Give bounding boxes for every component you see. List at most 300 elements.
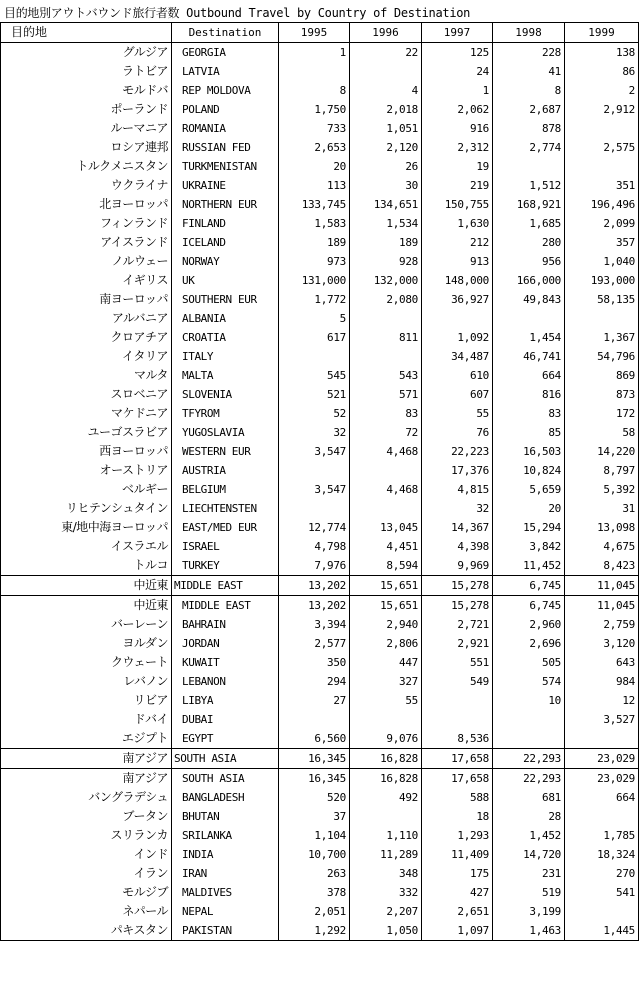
table-row (1, 252, 639, 271)
header-year: 1995 (279, 23, 350, 43)
table-row (1, 537, 639, 556)
value-cell-1996 (350, 807, 422, 826)
value-cell-1997: 1,293 (422, 826, 493, 845)
value-cell-1996: 348 (350, 864, 422, 883)
value-cell-1997: 55 (422, 404, 493, 423)
destination-en-cell: BHUTAN (172, 807, 279, 826)
destination-en-cell: RUSSIAN FED (172, 138, 279, 157)
destination-jp-cell: バーレーン (1, 615, 172, 634)
destination-jp-cell: マルタ (1, 366, 172, 385)
destination-jp-cell: クロアチア (1, 328, 172, 347)
destination-jp-cell: ポーランド (1, 100, 172, 119)
destination-en-cell: JORDAN (172, 634, 279, 653)
table-row (1, 615, 639, 634)
value-cell-1999 (565, 729, 639, 749)
table-row (1, 729, 639, 749)
value-cell-1999: 172 (565, 404, 639, 423)
value-cell-1998: 2,774 (493, 138, 565, 157)
destination-jp-cell: エジプト (1, 729, 172, 749)
destination-jp-cell: ルーマニア (1, 119, 172, 138)
value-cell-1998: 3,199 (493, 902, 565, 921)
value-cell-1996: 132,000 (350, 271, 422, 290)
value-cell-1997: 1 (422, 81, 493, 100)
destination-en-cell: LEBANON (172, 672, 279, 691)
value-cell-1999 (565, 902, 639, 921)
region-subtotal-row (1, 576, 639, 596)
value-cell-1996: 13,045 (350, 518, 422, 537)
value-cell-1997: 17,658 (422, 769, 493, 789)
value-cell-1998 (493, 729, 565, 749)
header-year: 1996 (350, 23, 422, 43)
value-cell-1997: 148,000 (422, 271, 493, 290)
value-cell-1998: 49,843 (493, 290, 565, 309)
value-cell-1995: 617 (279, 328, 350, 347)
value-cell-1996: 9,076 (350, 729, 422, 749)
table-row (1, 100, 639, 119)
destination-jp-cell: 西ヨーロッパ (1, 442, 172, 461)
value-cell-1995: 2,577 (279, 634, 350, 653)
value-cell-1998 (493, 309, 565, 328)
value-cell-1996: 4,468 (350, 442, 422, 461)
value-cell-1996: 4 (350, 81, 422, 100)
value-cell-1999: 11,045 (565, 576, 639, 596)
value-cell-1998: 664 (493, 366, 565, 385)
destination-en-cell: UKRAINE (172, 176, 279, 195)
value-cell-1998: 46,741 (493, 347, 565, 366)
header-destination-en: Destination (172, 23, 279, 43)
destination-jp-cell: ウクライナ (1, 176, 172, 195)
destination-jp-cell: スリランカ (1, 826, 172, 845)
value-cell-1999: 58,135 (565, 290, 639, 309)
value-cell-1997: 2,651 (422, 902, 493, 921)
value-cell-1995: 32 (279, 423, 350, 442)
table-row (1, 653, 639, 672)
header-year: 1999 (565, 23, 639, 43)
value-cell-1999: 4,675 (565, 537, 639, 556)
value-cell-1997: 175 (422, 864, 493, 883)
table-row (1, 119, 639, 138)
value-cell-1996: 8,594 (350, 556, 422, 576)
destination-jp-cell: ラトビア (1, 62, 172, 81)
table-row (1, 385, 639, 404)
table-row (1, 290, 639, 309)
table-row (1, 347, 639, 366)
destination-jp-cell: トルコ (1, 556, 172, 576)
value-cell-1995: 2,653 (279, 138, 350, 157)
value-cell-1996: 811 (350, 328, 422, 347)
value-cell-1995: 4,798 (279, 537, 350, 556)
value-cell-1996: 15,651 (350, 576, 422, 596)
destination-jp-cell: トルクメニスタン (1, 157, 172, 176)
destination-jp-cell: スロベニア (1, 385, 172, 404)
value-cell-1996: 189 (350, 233, 422, 252)
destination-en-cell: TURKMENISTAN (172, 157, 279, 176)
value-cell-1998: 519 (493, 883, 565, 902)
destination-en-cell: YUGOSLAVIA (172, 423, 279, 442)
value-cell-1997 (422, 309, 493, 328)
value-cell-1999: 23,029 (565, 749, 639, 769)
value-cell-1998: 1,463 (493, 921, 565, 941)
destination-jp-cell: アイスランド (1, 233, 172, 252)
value-cell-1998: 8 (493, 81, 565, 100)
value-cell-1998: 11,452 (493, 556, 565, 576)
value-cell-1998: 28 (493, 807, 565, 826)
value-cell-1995: 294 (279, 672, 350, 691)
destination-jp-cell: レバノン (1, 672, 172, 691)
value-cell-1998: 816 (493, 385, 565, 404)
value-cell-1997: 76 (422, 423, 493, 442)
table-row (1, 596, 639, 616)
value-cell-1995: 973 (279, 252, 350, 271)
destination-jp-cell: 北ヨーロッパ (1, 195, 172, 214)
table-row (1, 423, 639, 442)
value-cell-1997: 913 (422, 252, 493, 271)
value-cell-1996 (350, 499, 422, 518)
value-cell-1999 (565, 807, 639, 826)
table-row (1, 807, 639, 826)
value-cell-1995 (279, 710, 350, 729)
destination-jp-cell: ヨルダン (1, 634, 172, 653)
value-cell-1999: 357 (565, 233, 639, 252)
value-cell-1996: 327 (350, 672, 422, 691)
value-cell-1996: 2,207 (350, 902, 422, 921)
value-cell-1999: 3,120 (565, 634, 639, 653)
value-cell-1995: 1,292 (279, 921, 350, 941)
header-row (1, 23, 639, 43)
table-row (1, 62, 639, 81)
destination-jp-cell: イタリア (1, 347, 172, 366)
value-cell-1995: 520 (279, 788, 350, 807)
value-cell-1997: 17,376 (422, 461, 493, 480)
destination-jp-cell: クウェート (1, 653, 172, 672)
value-cell-1997: 551 (422, 653, 493, 672)
table-row (1, 634, 639, 653)
value-cell-1996: 2,018 (350, 100, 422, 119)
value-cell-1998: 228 (493, 43, 565, 63)
table-row (1, 309, 639, 328)
destination-en-cell: CROATIA (172, 328, 279, 347)
destination-en-cell: TURKEY (172, 556, 279, 576)
destination-jp-cell: イラン (1, 864, 172, 883)
destination-en-cell: BELGIUM (172, 480, 279, 499)
value-cell-1997: 1,630 (422, 214, 493, 233)
table-row (1, 845, 639, 864)
value-cell-1997: 34,487 (422, 347, 493, 366)
destination-en-cell: IRAN (172, 864, 279, 883)
value-cell-1999: 5,392 (565, 480, 639, 499)
table-row (1, 788, 639, 807)
value-cell-1996: 447 (350, 653, 422, 672)
destination-en-cell: POLAND (172, 100, 279, 119)
value-cell-1995: 37 (279, 807, 350, 826)
destination-jp-cell: オーストリア (1, 461, 172, 480)
table-row (1, 480, 639, 499)
table-row (1, 672, 639, 691)
value-cell-1998: 2,687 (493, 100, 565, 119)
destination-en-cell: MALTA (172, 366, 279, 385)
value-cell-1999: 58 (565, 423, 639, 442)
value-cell-1996: 1,050 (350, 921, 422, 941)
value-cell-1999: 138 (565, 43, 639, 63)
value-cell-1997: 1,097 (422, 921, 493, 941)
value-cell-1995: 1,583 (279, 214, 350, 233)
value-cell-1997: 916 (422, 119, 493, 138)
value-cell-1997: 8,536 (422, 729, 493, 749)
value-cell-1998: 956 (493, 252, 565, 271)
destination-en-cell: BANGLADESH (172, 788, 279, 807)
value-cell-1999: 14,220 (565, 442, 639, 461)
value-cell-1996 (350, 347, 422, 366)
table-title: 目的地別アウトバウンド旅行者数 Outbound Travel by Country of Destination (4, 6, 471, 20)
table-row (1, 710, 639, 729)
value-cell-1997: 4,815 (422, 480, 493, 499)
destination-en-cell: NORWAY (172, 252, 279, 271)
destination-jp-cell: 中近東 (1, 596, 172, 616)
value-cell-1999: 193,000 (565, 271, 639, 290)
value-cell-1997: 549 (422, 672, 493, 691)
value-cell-1997: 32 (422, 499, 493, 518)
value-cell-1999: 1,040 (565, 252, 639, 271)
table-row (1, 328, 639, 347)
value-cell-1999: 23,029 (565, 769, 639, 789)
destination-jp-cell: パキスタン (1, 921, 172, 941)
value-cell-1998: 6,745 (493, 596, 565, 616)
value-cell-1995: 27 (279, 691, 350, 710)
value-cell-1998: 231 (493, 864, 565, 883)
destination-jp-cell: 南アジア (1, 749, 172, 769)
destination-en-cell: LIBYA (172, 691, 279, 710)
value-cell-1996: 16,828 (350, 769, 422, 789)
destination-jp-cell: ユーゴスラビア (1, 423, 172, 442)
value-cell-1998: 10 (493, 691, 565, 710)
value-cell-1999: 873 (565, 385, 639, 404)
destination-en-cell: SOUTHERN EUR (172, 290, 279, 309)
value-cell-1996 (350, 309, 422, 328)
table-row (1, 826, 639, 845)
value-cell-1995: 521 (279, 385, 350, 404)
value-cell-1998: 41 (493, 62, 565, 81)
value-cell-1999 (565, 309, 639, 328)
value-cell-1995: 378 (279, 883, 350, 902)
value-cell-1995: 3,547 (279, 442, 350, 461)
value-cell-1998: 878 (493, 119, 565, 138)
value-cell-1997: 9,969 (422, 556, 493, 576)
value-cell-1997: 2,062 (422, 100, 493, 119)
value-cell-1996: 30 (350, 176, 422, 195)
value-cell-1997: 11,409 (422, 845, 493, 864)
value-cell-1995: 10,700 (279, 845, 350, 864)
value-cell-1999: 643 (565, 653, 639, 672)
value-cell-1997 (422, 691, 493, 710)
value-cell-1999: 869 (565, 366, 639, 385)
value-cell-1998: 6,745 (493, 576, 565, 596)
value-cell-1995: 20 (279, 157, 350, 176)
table-row (1, 902, 639, 921)
destination-jp-cell: グルジア (1, 43, 172, 63)
value-cell-1999: 541 (565, 883, 639, 902)
value-cell-1996: 2,120 (350, 138, 422, 157)
value-cell-1997: 22,223 (422, 442, 493, 461)
value-cell-1998: 16,503 (493, 442, 565, 461)
value-cell-1997: 24 (422, 62, 493, 81)
destination-jp-cell: 中近東 (1, 576, 172, 596)
value-cell-1999: 196,496 (565, 195, 639, 214)
table-row (1, 138, 639, 157)
value-cell-1999: 984 (565, 672, 639, 691)
value-cell-1999: 2 (565, 81, 639, 100)
value-cell-1997: 17,658 (422, 749, 493, 769)
value-cell-1996: 134,651 (350, 195, 422, 214)
destination-jp-cell: フィンランド (1, 214, 172, 233)
value-cell-1999 (565, 119, 639, 138)
destination-en-cell: AUSTRIA (172, 461, 279, 480)
value-cell-1998: 22,293 (493, 749, 565, 769)
value-cell-1996: 928 (350, 252, 422, 271)
destination-en-cell: ICELAND (172, 233, 279, 252)
value-cell-1997: 607 (422, 385, 493, 404)
value-cell-1998 (493, 157, 565, 176)
value-cell-1999: 8,797 (565, 461, 639, 480)
value-cell-1997: 2,312 (422, 138, 493, 157)
value-cell-1995: 12,774 (279, 518, 350, 537)
value-cell-1996: 2,940 (350, 615, 422, 634)
destination-jp-cell: バングラデシュ (1, 788, 172, 807)
value-cell-1997: 18 (422, 807, 493, 826)
value-cell-1998: 681 (493, 788, 565, 807)
value-cell-1995: 13,202 (279, 596, 350, 616)
value-cell-1999: 18,324 (565, 845, 639, 864)
value-cell-1996 (350, 461, 422, 480)
destination-jp-cell: 南アジア (1, 769, 172, 789)
table-row (1, 691, 639, 710)
destination-en-cell: DUBAI (172, 710, 279, 729)
value-cell-1998: 166,000 (493, 271, 565, 290)
value-cell-1996: 332 (350, 883, 422, 902)
table-row (1, 461, 639, 480)
value-cell-1996: 2,806 (350, 634, 422, 653)
value-cell-1997: 125 (422, 43, 493, 63)
table-row (1, 404, 639, 423)
destination-en-cell: SOUTH ASIA (172, 749, 279, 769)
value-cell-1997: 150,755 (422, 195, 493, 214)
value-cell-1999: 351 (565, 176, 639, 195)
table-row (1, 195, 639, 214)
destination-jp-cell: インド (1, 845, 172, 864)
destination-jp-cell: モルドバ (1, 81, 172, 100)
value-cell-1995: 7,976 (279, 556, 350, 576)
destination-jp-cell: ブータン (1, 807, 172, 826)
value-cell-1997: 36,927 (422, 290, 493, 309)
table-row (1, 176, 639, 195)
value-cell-1998: 10,824 (493, 461, 565, 480)
value-cell-1997: 19 (422, 157, 493, 176)
value-cell-1995: 3,394 (279, 615, 350, 634)
destination-en-cell: MIDDLE EAST (172, 596, 279, 616)
value-cell-1995: 2,051 (279, 902, 350, 921)
value-cell-1995: 6,560 (279, 729, 350, 749)
value-cell-1999: 54,796 (565, 347, 639, 366)
value-cell-1995: 3,547 (279, 480, 350, 499)
header-year: 1997 (422, 23, 493, 43)
value-cell-1996: 2,080 (350, 290, 422, 309)
value-cell-1999: 13,098 (565, 518, 639, 537)
table-row (1, 366, 639, 385)
value-cell-1999: 2,099 (565, 214, 639, 233)
value-cell-1996 (350, 710, 422, 729)
value-cell-1999: 2,575 (565, 138, 639, 157)
value-cell-1996: 15,651 (350, 596, 422, 616)
value-cell-1997: 2,921 (422, 634, 493, 653)
table-row (1, 883, 639, 902)
value-cell-1999: 12 (565, 691, 639, 710)
value-cell-1999: 86 (565, 62, 639, 81)
value-cell-1999: 1,785 (565, 826, 639, 845)
destination-en-cell: MIDDLE EAST (172, 576, 279, 596)
destination-jp-cell: リヒテンシュタイン (1, 499, 172, 518)
value-cell-1999: 2,759 (565, 615, 639, 634)
value-cell-1998: 14,720 (493, 845, 565, 864)
destination-en-cell: REP MOLDOVA (172, 81, 279, 100)
destination-jp-cell: イギリス (1, 271, 172, 290)
table-row (1, 442, 639, 461)
value-cell-1995: 1,104 (279, 826, 350, 845)
value-cell-1995 (279, 347, 350, 366)
value-cell-1995 (279, 499, 350, 518)
value-cell-1997: 15,278 (422, 576, 493, 596)
destination-en-cell: LATVIA (172, 62, 279, 81)
destination-en-cell: NORTHERN EUR (172, 195, 279, 214)
table-row (1, 518, 639, 537)
destination-en-cell: KUWAIT (172, 653, 279, 672)
destination-jp-cell: 東/地中海ヨーロッパ (1, 518, 172, 537)
value-cell-1996: 1,110 (350, 826, 422, 845)
value-cell-1996: 72 (350, 423, 422, 442)
value-cell-1999: 8,423 (565, 556, 639, 576)
value-cell-1998: 1,452 (493, 826, 565, 845)
value-cell-1999: 664 (565, 788, 639, 807)
table-row (1, 233, 639, 252)
value-cell-1995: 8 (279, 81, 350, 100)
value-cell-1996: 55 (350, 691, 422, 710)
destination-en-cell: WESTERN EUR (172, 442, 279, 461)
value-cell-1995: 350 (279, 653, 350, 672)
destination-en-cell: UK (172, 271, 279, 290)
destination-en-cell: EGYPT (172, 729, 279, 749)
value-cell-1998: 20 (493, 499, 565, 518)
value-cell-1998: 505 (493, 653, 565, 672)
destination-en-cell: SRILANKA (172, 826, 279, 845)
value-cell-1995: 545 (279, 366, 350, 385)
destination-jp-cell: ロシア連邦 (1, 138, 172, 157)
value-cell-1996: 4,468 (350, 480, 422, 499)
outbound-travel-table (0, 22, 639, 941)
value-cell-1998: 22,293 (493, 769, 565, 789)
value-cell-1995: 189 (279, 233, 350, 252)
value-cell-1998: 5,659 (493, 480, 565, 499)
value-cell-1996: 22 (350, 43, 422, 63)
value-cell-1996: 16,828 (350, 749, 422, 769)
value-cell-1998: 15,294 (493, 518, 565, 537)
value-cell-1998: 85 (493, 423, 565, 442)
value-cell-1996: 4,451 (350, 537, 422, 556)
table-row (1, 157, 639, 176)
value-cell-1997: 219 (422, 176, 493, 195)
destination-jp-cell: ドバイ (1, 710, 172, 729)
value-cell-1996: 1,534 (350, 214, 422, 233)
value-cell-1999: 11,045 (565, 596, 639, 616)
destination-jp-cell: 南ヨーロッパ (1, 290, 172, 309)
value-cell-1999: 3,527 (565, 710, 639, 729)
